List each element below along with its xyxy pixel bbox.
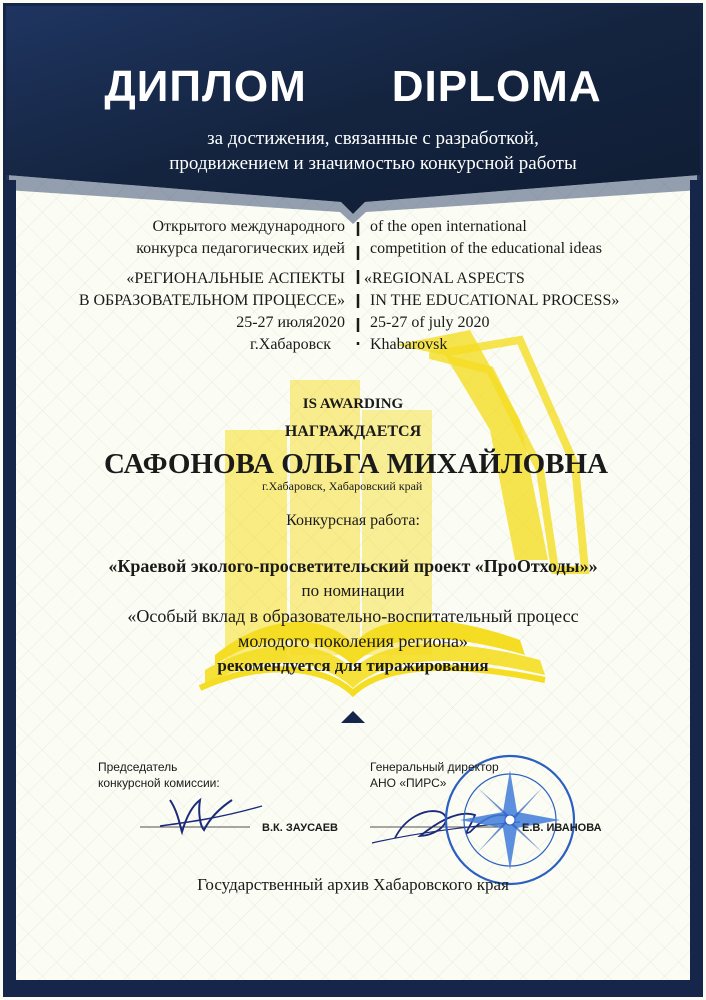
event-ru-date: 25-27 июля2020	[236, 314, 345, 331]
event-en-city: Khabarovsk	[370, 336, 448, 353]
organization-seal	[446, 756, 574, 884]
director-role-line-1: Генеральный директор	[370, 760, 499, 774]
diploma-title	[0, 62, 706, 112]
awarding-en: IS AWARDING	[302, 396, 404, 412]
nomination-label: по номинации	[301, 581, 405, 600]
title-en: DIPLOMA	[391, 62, 602, 111]
recipient-location: г.Хабаровск, Хабаровский край	[262, 479, 423, 493]
event-en-line-3: «REGIONAL ASPECTS	[364, 270, 525, 287]
chairman-role-line-2: конкурсной комиссии:	[98, 776, 220, 790]
nomination-line-1: «Особый вклад в образовательно-воспитательный процесс	[127, 606, 579, 626]
chairman-role-line-1: Председатель	[98, 760, 178, 774]
event-en-line-4: IN THE EDUCATIONAL PROCESS»	[370, 292, 620, 309]
recipient-name: САФОНОВА ОЛЬГА МИХАЙЛОВНА	[103, 448, 609, 480]
recommendation: рекомендуется для тиражирования	[217, 656, 489, 675]
event-ru-line-1: Открытого международного	[152, 218, 345, 235]
event-ru-city: г.Хабаровск	[250, 336, 331, 353]
title-ru: ДИПЛОМ	[104, 62, 307, 111]
bottom-bar	[6, 980, 700, 994]
subtitle-line-2: продвижением и значимостью конкурсной работы	[169, 153, 577, 174]
event-ru-line-2: конкурса педагогических идей	[136, 240, 345, 257]
chairman-name: В.К. ЗАУСАЕВ	[262, 822, 338, 834]
footer-archive: Государственный архив Хабаровского края	[197, 875, 509, 894]
director-role-line-2: АНО «ПИРС»	[370, 776, 447, 790]
subtitle-line-1: за достижения, связанные с разработкой,	[207, 128, 539, 149]
event-en-line-2: competition of the educational ideas	[370, 240, 602, 257]
event-en-date: 25-27 of july 2020	[370, 314, 490, 331]
work-title: «Краевой эколого-просветительский проект «ПроОтходы»»	[108, 556, 598, 576]
event-ru-line-4: В ОБРАЗОВАТЕЛЬНОМ ПРОЦЕССЕ»	[78, 292, 345, 309]
event-en-line-1: of the open international	[370, 218, 527, 235]
awarding-ru: НАГРАЖДАЕТСЯ	[284, 423, 422, 440]
work-label: Конкурсная работа:	[286, 512, 420, 529]
event-ru-line-3: «РЕГИОНАЛЬНЫЕ АСПЕКТЫ	[126, 270, 345, 287]
nomination-line-2: молодого поколения региона»	[237, 631, 469, 651]
director-name: Е.В. ИВАНОВА	[522, 822, 602, 834]
